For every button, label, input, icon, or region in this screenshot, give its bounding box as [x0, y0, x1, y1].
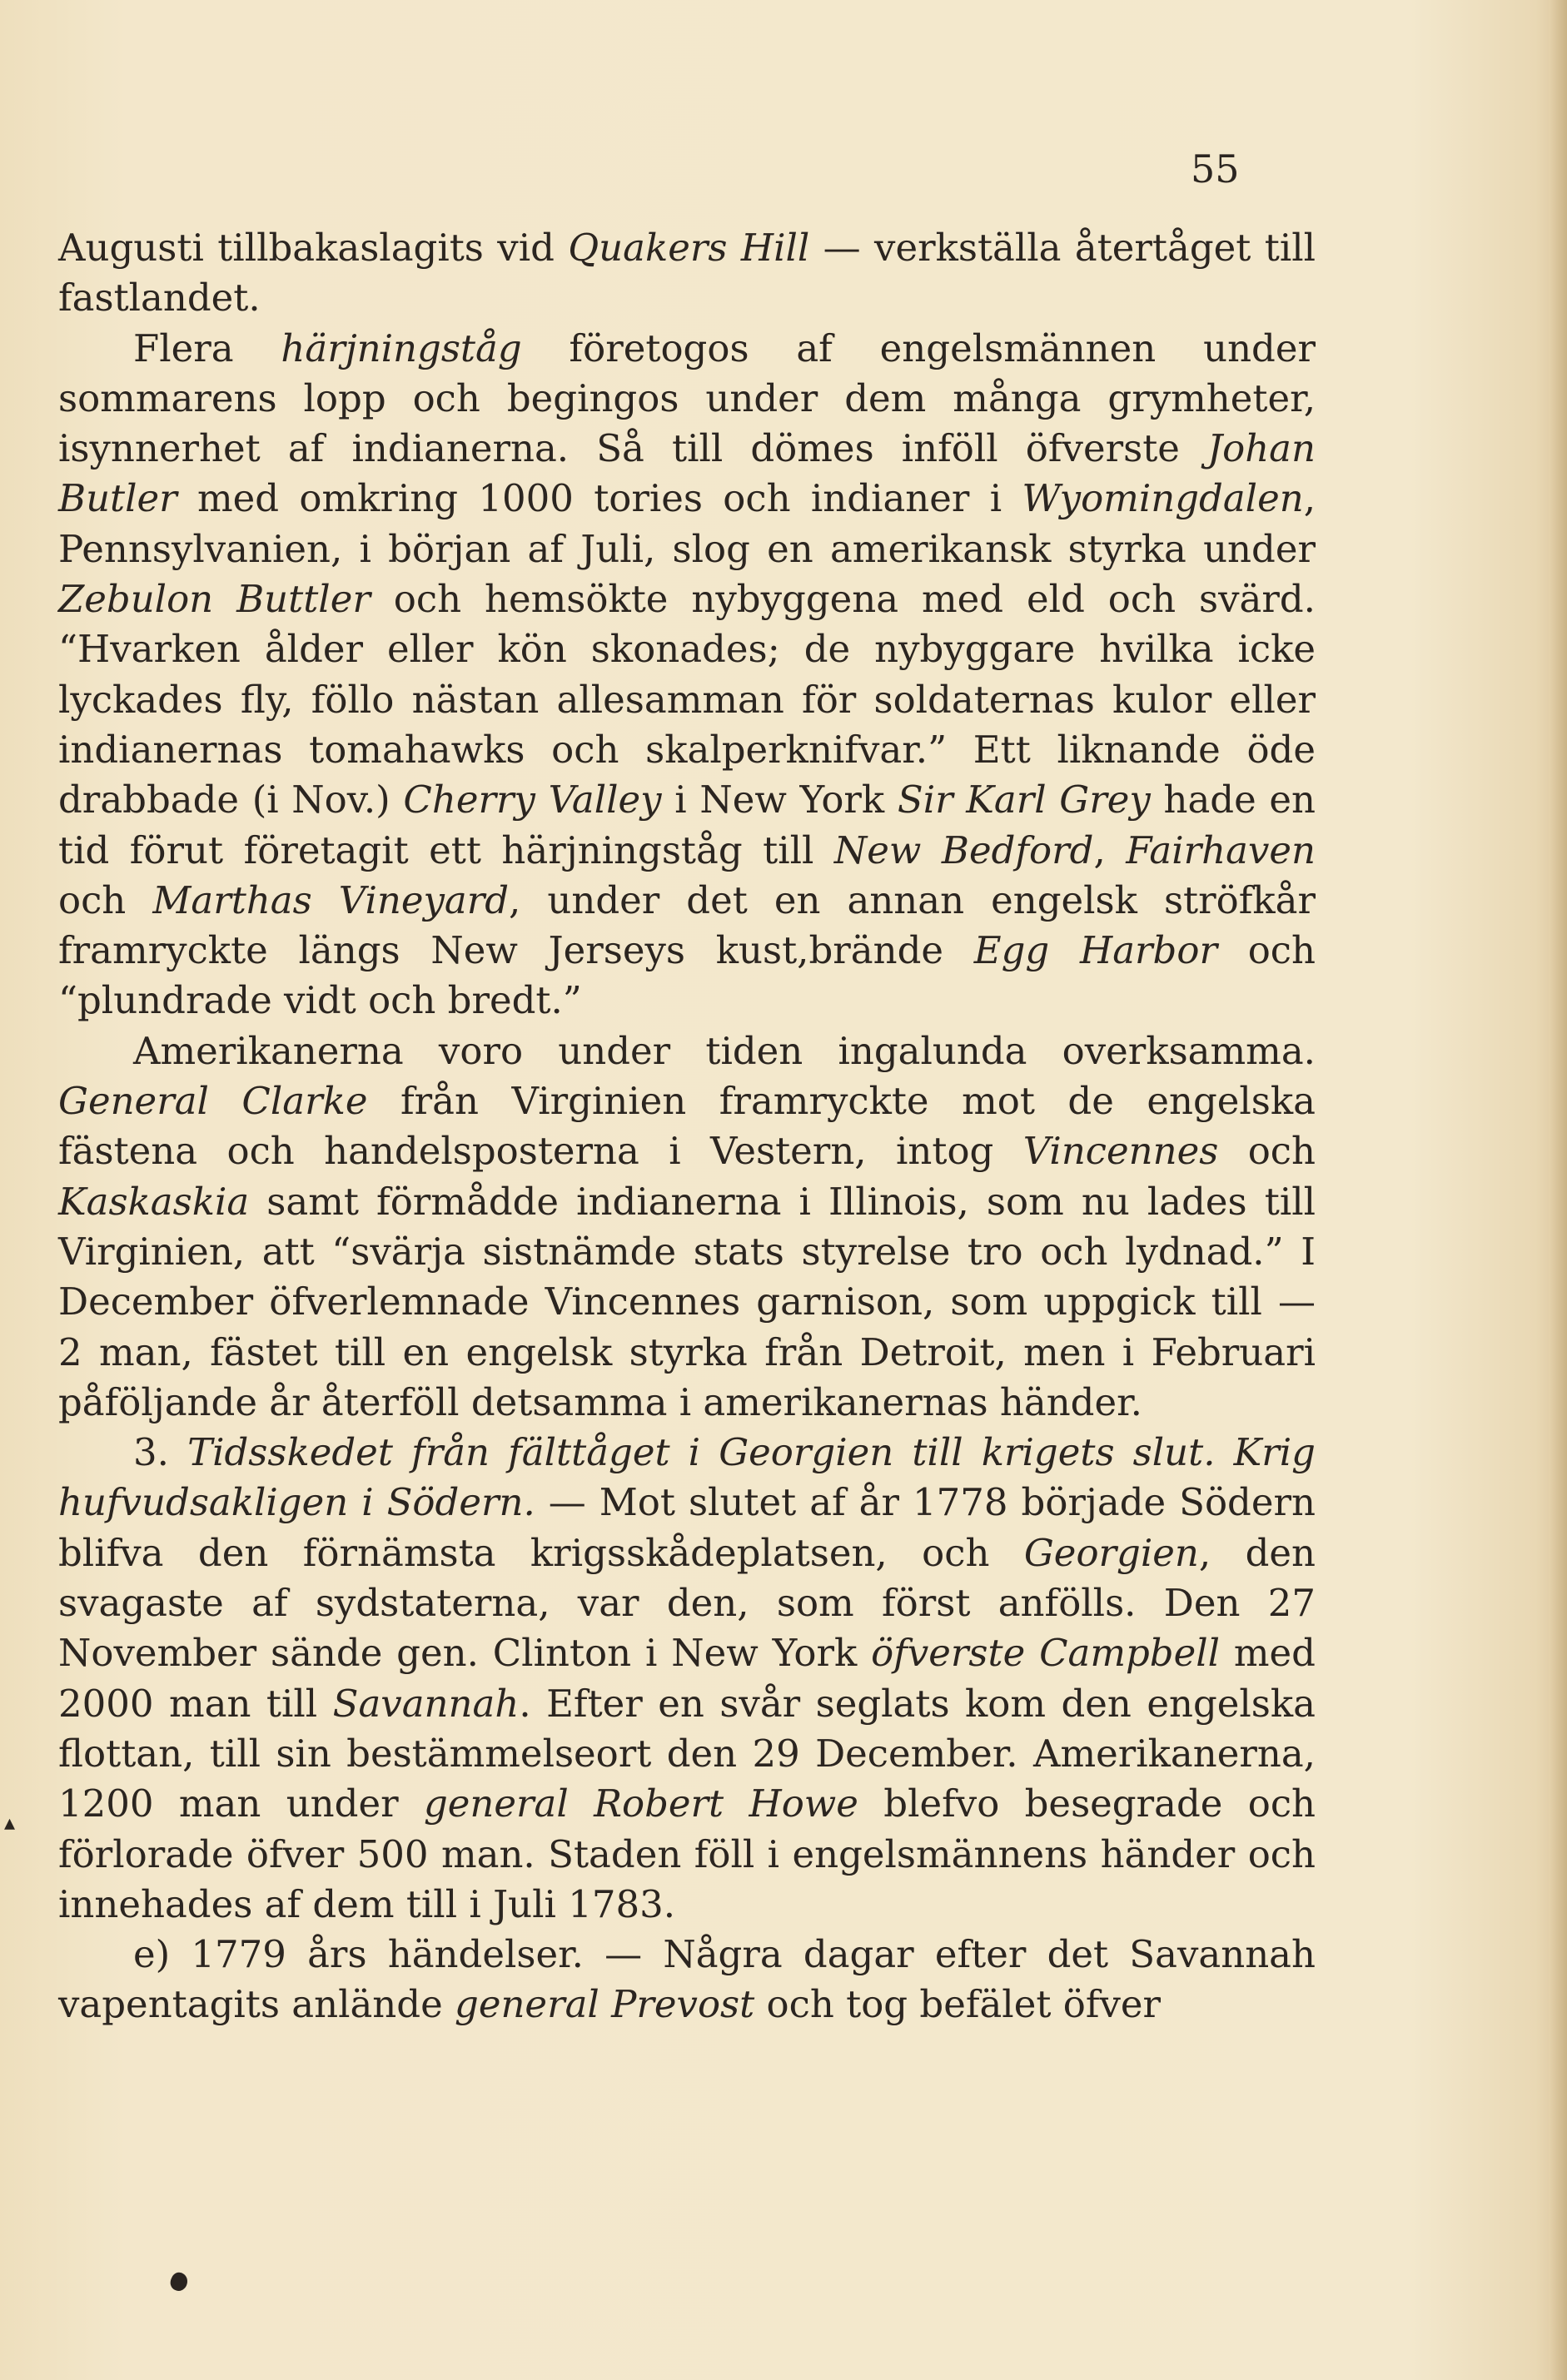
italic-text: Egg Harbor: [973, 928, 1217, 973]
text-run: med 2000 man till: [58, 1631, 1316, 1726]
paragraph: [58, 324, 1316, 1026]
italic-text: Wyomingdalen: [1022, 476, 1304, 521]
text-run: . Efter en svår seglats kom den engelska flottan, till sin bestämmelseort den 29 December. Amerikanerna, 1200 man under: [58, 1681, 1316, 1826]
italic-text: Kaskaskia: [58, 1179, 250, 1224]
text-run: och hemsökte nybyggena med eld och svärd. “Hvarken ålder eller kön skonades; de nybyggare hvilka icke lyckades fly, föllo nästan allesamman för soldaternas kulor eller indianernas tomahawks och skalperknifvar.” Ett liknande öde drabbade (i Nov.): [58, 577, 1316, 822]
text-run: Amerikanerna voro under tiden ingalunda overksamma.: [133, 1028, 1316, 1073]
text-run: ,: [1093, 827, 1127, 872]
text-run: och tog befälet öfver: [754, 1982, 1162, 2027]
text-run: Augusti tillbakaslagits vid: [58, 226, 569, 270]
italic-text: general Robert Howe: [423, 1781, 858, 1826]
text-run: , den svagaste af sydstaterna, var den, som först anfölls. Den 27 November sände gen. Clinton i New York: [58, 1530, 1316, 1676]
text-run: — Mot slutet af år 1778 började Södern blifva den förnämsta krigsskådeplatsen, och: [58, 1480, 1316, 1575]
italic-text: Johan Butler: [58, 426, 1316, 521]
text-run: , under det en annan engelsk ströfkår framryckte längs New Jerseys kust,brände: [58, 877, 1316, 973]
italic-text: Zebulon Buttler: [58, 577, 371, 622]
body-text: [58, 223, 1316, 2030]
italic-text: Fairhaven: [1126, 827, 1316, 872]
text-run: i New York: [661, 778, 898, 822]
italic-text: Savannah: [332, 1681, 520, 1726]
page-edge: [1549, 0, 1567, 2380]
text-run: med omkring 1000 tories och indianer i: [177, 476, 1022, 521]
italic-text: härjningståg: [281, 325, 522, 370]
italic-text: Vincennes: [1022, 1129, 1219, 1174]
page-number: 55: [1191, 147, 1240, 191]
paragraph: [58, 1930, 1316, 2030]
italic-text: general Prevost: [455, 1982, 755, 2027]
text-run: — verkställa återtåget till fastlandet.: [58, 226, 1316, 320]
italic-text: New Bedford: [833, 827, 1094, 872]
text-run: blefvo besegrade och förlorade öfver 500 man. Staden föll i engelsmännens händer och innehades af dem till i Juli 1783.: [58, 1781, 1316, 1926]
italic-text: Sir Karl Grey: [897, 778, 1151, 822]
text-run: , Pennsylvanien, i början af Juli, slog en amerikansk styrka under: [58, 476, 1316, 571]
text-run: Flera: [133, 325, 281, 370]
margin-mark: ▴: [4, 1811, 16, 1836]
text-run: företogos af engelsmännen under sommarens lopp och begingos under dem många grymheter, isynnerhet af indianerna. Så till dömes inföll öfverste: [58, 325, 1316, 471]
text-run: 3.: [133, 1430, 188, 1475]
italic-text: Marthas Vineyard: [152, 877, 510, 922]
italic-text: öfverste Campbell: [871, 1631, 1221, 1676]
paragraph: [58, 1026, 1316, 1428]
italic-text: Quakers Hill: [568, 226, 810, 270]
paragraph: [58, 1428, 1316, 1930]
italic-text: General Clarke: [58, 1079, 368, 1124]
paragraph: [58, 223, 1316, 324]
text-run: och: [1218, 1129, 1316, 1174]
italic-text: Tidsskedet från fälttåget i Georgien till krigets slut. Krig hufvudsakligen i Södern.: [58, 1430, 1316, 1525]
italic-text: Georgien: [1023, 1530, 1199, 1575]
italic-text: Cherry Valley: [403, 778, 662, 822]
text-run: från Virginien framryckte mot de engelska fästena och handelsposterna i Vestern, intog: [58, 1079, 1316, 1174]
text-run: samt förmådde indianerna i Illinois, som nu lades till Virginien, att “svärja sistnämde stats styrelse tro och lydnad.” I December öfverlemnade Vincennes garnison, som uppgick till — 2 man, fästet till en engelsk styrka från Detroit, men i Februari påföljande år återföll detsamma i amerikanernas händer.: [58, 1179, 1316, 1424]
text-run: och: [58, 877, 153, 922]
text-run: hade en tid förut företagit ett härjningståg till: [58, 778, 1316, 872]
text-run: e) 1779 års händelser. — Några dagar efter det Savannah vapentagits anlände: [58, 1932, 1316, 2027]
text-run: och “plundrade vidt och bredt.”: [58, 928, 1316, 1023]
